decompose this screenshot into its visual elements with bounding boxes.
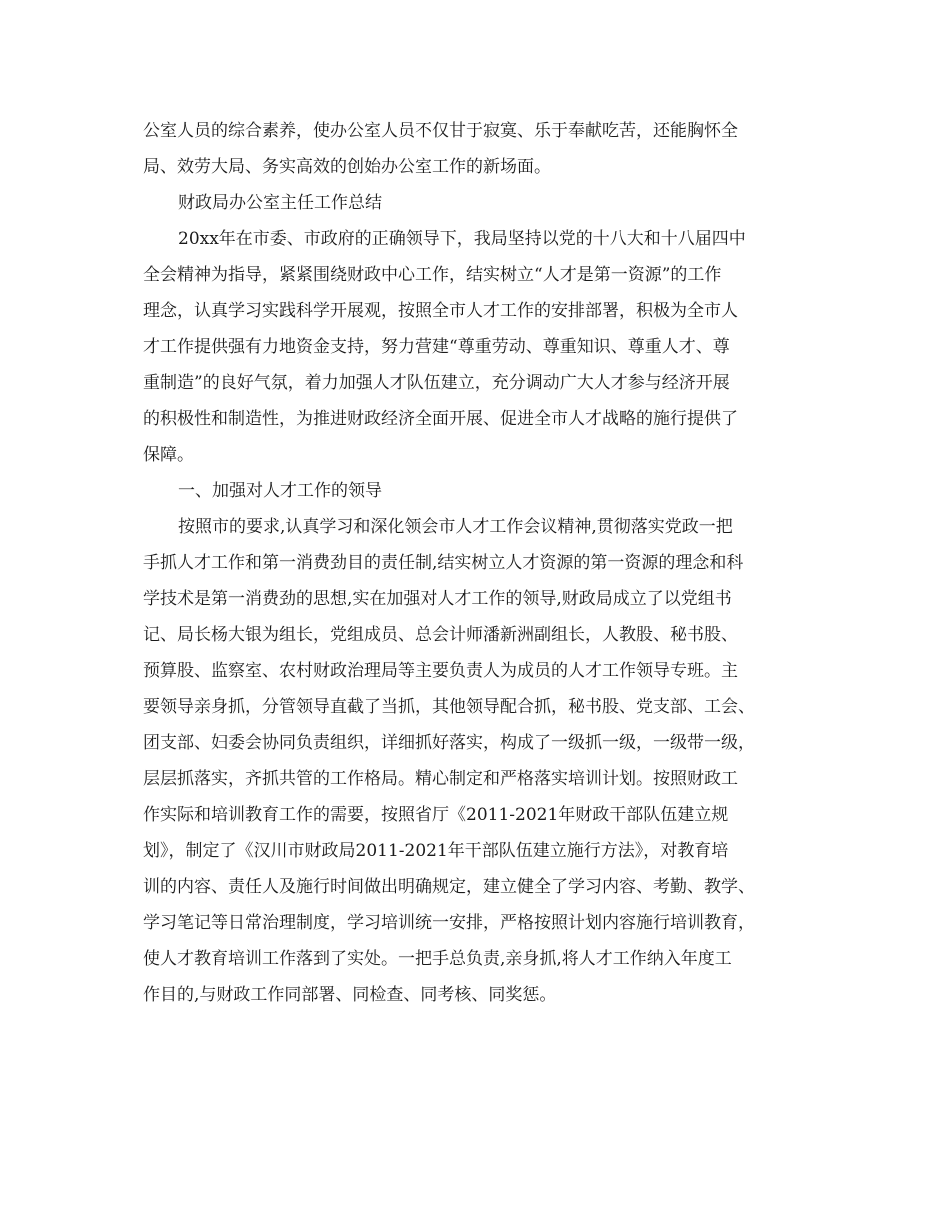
text-line: 重制造”的良好气氛，着力加强人才队伍建立，充分调动广大人才参与经济开展 [143,373,730,393]
text-line: 要领导亲身抓，分管领导直截了当抓，其他领导配合抓，秘书股、党支部、工会、 [143,697,755,717]
text-line: 预算股、监察室、农村财政治理局等主要负责人为成员的人才工作领导专班。主 [143,661,738,681]
text-line: 使人才教育培训工作落到了实处。一把手总负责,亲身抓,将人才工作纳入年度工 [143,949,732,969]
text-line: 才工作提供强有力地资金支持，努力营建“尊重劳动、尊重知识、尊重人才、尊 [143,337,730,357]
text-line: 学技术是第一消费劲的思想,实在加强对人才工作的领导,财政局成立了以党组书 [143,589,732,609]
text-line: 作目的,与财政工作同部署、同检查、同考核、同奖惩。 [143,985,557,1005]
text-line: 20xx年在市委、市政府的正确领导下，我局坚持以党的十八大和十八届四中 [178,229,746,249]
text-line: 层层抓落实，齐抓共管的工作格局。精心制定和严格落实培训计划。按照财政工 [143,769,738,789]
text-line: 的积极性和制造性，为推进财政经济全面开展、促进全市人才战略的施行提供了 [143,409,738,429]
text-line: 手抓人才工作和第一消费劲目的责任制,结实树立人才资源的第一资源的理念和科 [143,553,744,573]
text-line: 公室人员的综合素养，使办公室人员不仅甘于寂寞、乐于奉献吃苦，还能胸怀全 [143,121,738,141]
text-line: 作实际和培训教育工作的需要，按照省厅《2011-2021年财政干部队伍建立规 [143,805,729,825]
text-line: 划》，制定了《汉川市财政局2011-2021年干部队伍建立施行方法》，对教育培 [143,841,729,861]
section-title: 财政局办公室主任工作总结 [178,193,382,213]
text-line: 团支部、妇委会协同负责组织，详细抓好落实，构成了一级抓一级，一级带一级， [143,733,755,753]
text-line: 全会精神为指导，紧紧围绕财政中心工作，结实树立“人才是第一资源”的工作 [143,265,722,285]
text-line: 训的内容、责任人及施行时间做出明确规定，建立健全了学习内容、考勤、教学、 [143,877,755,897]
text-line: 按照市的要求,认真学习和深化领会市人才工作会议精神,贯彻落实党政一把 [178,517,733,537]
text-line: 学习笔记等日常治理制度，学习培训统一安排，严格按照计划内容施行培训教育， [143,913,755,933]
text-line: 保障。 [143,445,194,465]
text-line: 理念，认真学习实践科学开展观，按照全市人才工作的安排部署，积极为全市人 [143,301,738,321]
section-heading: 一、加强对人才工作的领导 [178,481,382,501]
text-line: 局、效劳大局、务实高效的创始办公室工作的新场面。 [143,157,551,177]
text-line: 记、局长杨大银为组长，党组成员、总会计师潘新洲副组长，人教股、秘书股、 [143,625,738,645]
